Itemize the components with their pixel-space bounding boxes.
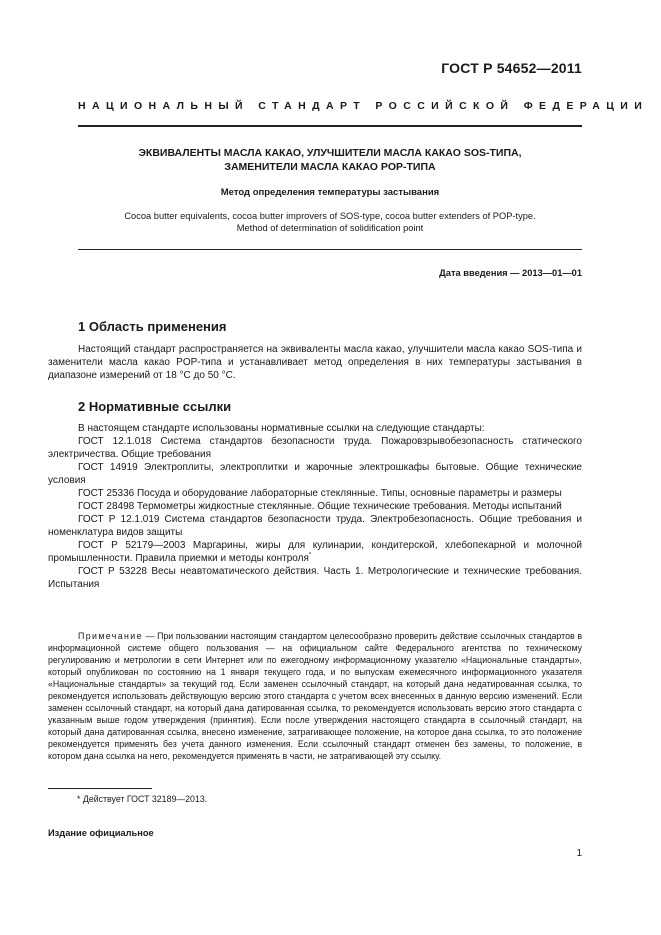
note-label: Примечание — [78, 631, 143, 641]
footnote-divider — [48, 788, 152, 789]
title-en-line-2: Method of determination of solidification point — [236, 223, 424, 233]
page-number: 1 — [576, 848, 582, 859]
reference-item: ГОСТ Р 12.1.019 Система стандартов безопасности труда. Электробезопасность. Общие требования и номенклатура видов защиты — [48, 514, 582, 538]
title-divider — [78, 249, 582, 250]
national-standard-banner: НАЦИОНАЛЬНЫЙ СТАНДАРТ РОССИЙСКОЙ ФЕДЕРАЦИИ — [78, 100, 649, 112]
title-en-line-1: Cocoa butter equivalents, cocoa butter improvers of SOS-type, cocoa butter extenders of POP-type. — [124, 211, 536, 221]
reference-text: ГОСТ Р 52179—2003 Маргарины, жиры для кулинарии, кондитерской, хлебопекарной и молочной промышленности. Правила приемки и методы контроля — [48, 540, 582, 564]
references-intro: В настоящем стандарте использованы нормативные ссылки на следующие стандарты: — [78, 423, 485, 434]
normative-references-list — [48, 422, 582, 591]
section-1-heading: 1 Область применения — [78, 319, 227, 334]
footnote-text: * Действует ГОСТ 32189—2013. — [77, 794, 208, 804]
title-ru-line-2: ЗАМЕНИТЕЛИ МАСЛА КАКАО POP-ТИПА — [224, 161, 436, 173]
document-number: ГОСТ Р 54652—2011 — [441, 60, 582, 76]
title-ru-line-1: ЭКВИВАЛЕНТЫ МАСЛА КАКАО, УЛУЧШИТЕЛИ МАСЛА КАКАО SOS-ТИПА, — [138, 147, 522, 159]
references-note — [48, 630, 582, 762]
document-title-en — [78, 210, 582, 234]
official-edition-label: Издание официальное — [48, 828, 154, 838]
document-subtitle-ru: Метод определения температуры застывания — [220, 187, 440, 198]
reference-item: ГОСТ 25336 Посуда и оборудование лабораторные стеклянные. Типы, основные параметры и размеры — [78, 488, 562, 499]
section-2-heading: 2 Нормативные ссылки — [78, 399, 232, 414]
introduction-date: Дата введения — 2013—01—01 — [439, 268, 582, 278]
reference-item: ГОСТ 12.1.018 Система стандартов безопасности труда. Пожаровзрывобезопасность статического электричества. Общие требования — [48, 436, 582, 460]
footnote-mark: * — [308, 552, 312, 559]
header-divider — [78, 125, 582, 127]
document-title-ru — [78, 146, 582, 174]
reference-item: ГОСТ Р 53228 Весы неавтоматического действия. Часть 1. Метрологические и технические требования. Испытания — [48, 566, 582, 590]
reference-item: ГОСТ 28498 Термометры жидкостные стеклянные. Общие технические требования. Методы испытаний — [78, 501, 562, 512]
reference-item: ГОСТ 14919 Электроплиты, электроплитки и жарочные электрошкафы бытовые. Общие технические условия — [48, 462, 582, 486]
note-text: — При пользовании настоящим стандартом целесообразно проверить действие ссылочных стандартов в информационной системе общего пользования — на официальном сайте Федерального агентства по техническому регулированию и метрологии в сети Интернет или по ежегодному информационному указателю «Национальные стандарты», который опубликован по состоянию на 1 января текущего года, и по выпускам ежемесячного информационного указателя «Национальные стандарты» за текущий год. Если заменен ссылочный стандарт, на который дана недатированная ссылка, то рекомендуется использовать действующую версию этого стандарта с учетом всех внесенных в данную версию изменений. Если заменен ссылочный стандарт, на который дана датированная ссылка, то рекомендуется использовать версию этого стандарта с указанным выше годом утверждения (принятия). Если после утверждения настоящего стандарта в ссылочный стандарт, на который дана датированная ссылка, внесено изменение, затрагивающее положение, на которое дана ссылка, то это положение рекомендуется применять без учета данного изменения. Если ссылочный стандарт отменен без замены, то положение, в котором дана ссылка на него, рекомендуется применять в части, не затрагивающей эту ссылку. — [48, 631, 582, 761]
section-1-text: Настоящий стандарт распространяется на эквиваленты масла какао, улучшители масла какао SOS-типа и заменители масла какао POP-типа и устанавливает метод определения в них температуры застывания в диапазоне измерений от 18 °С до 50 °С. — [48, 344, 582, 381]
reference-item-footnoted — [48, 539, 582, 565]
